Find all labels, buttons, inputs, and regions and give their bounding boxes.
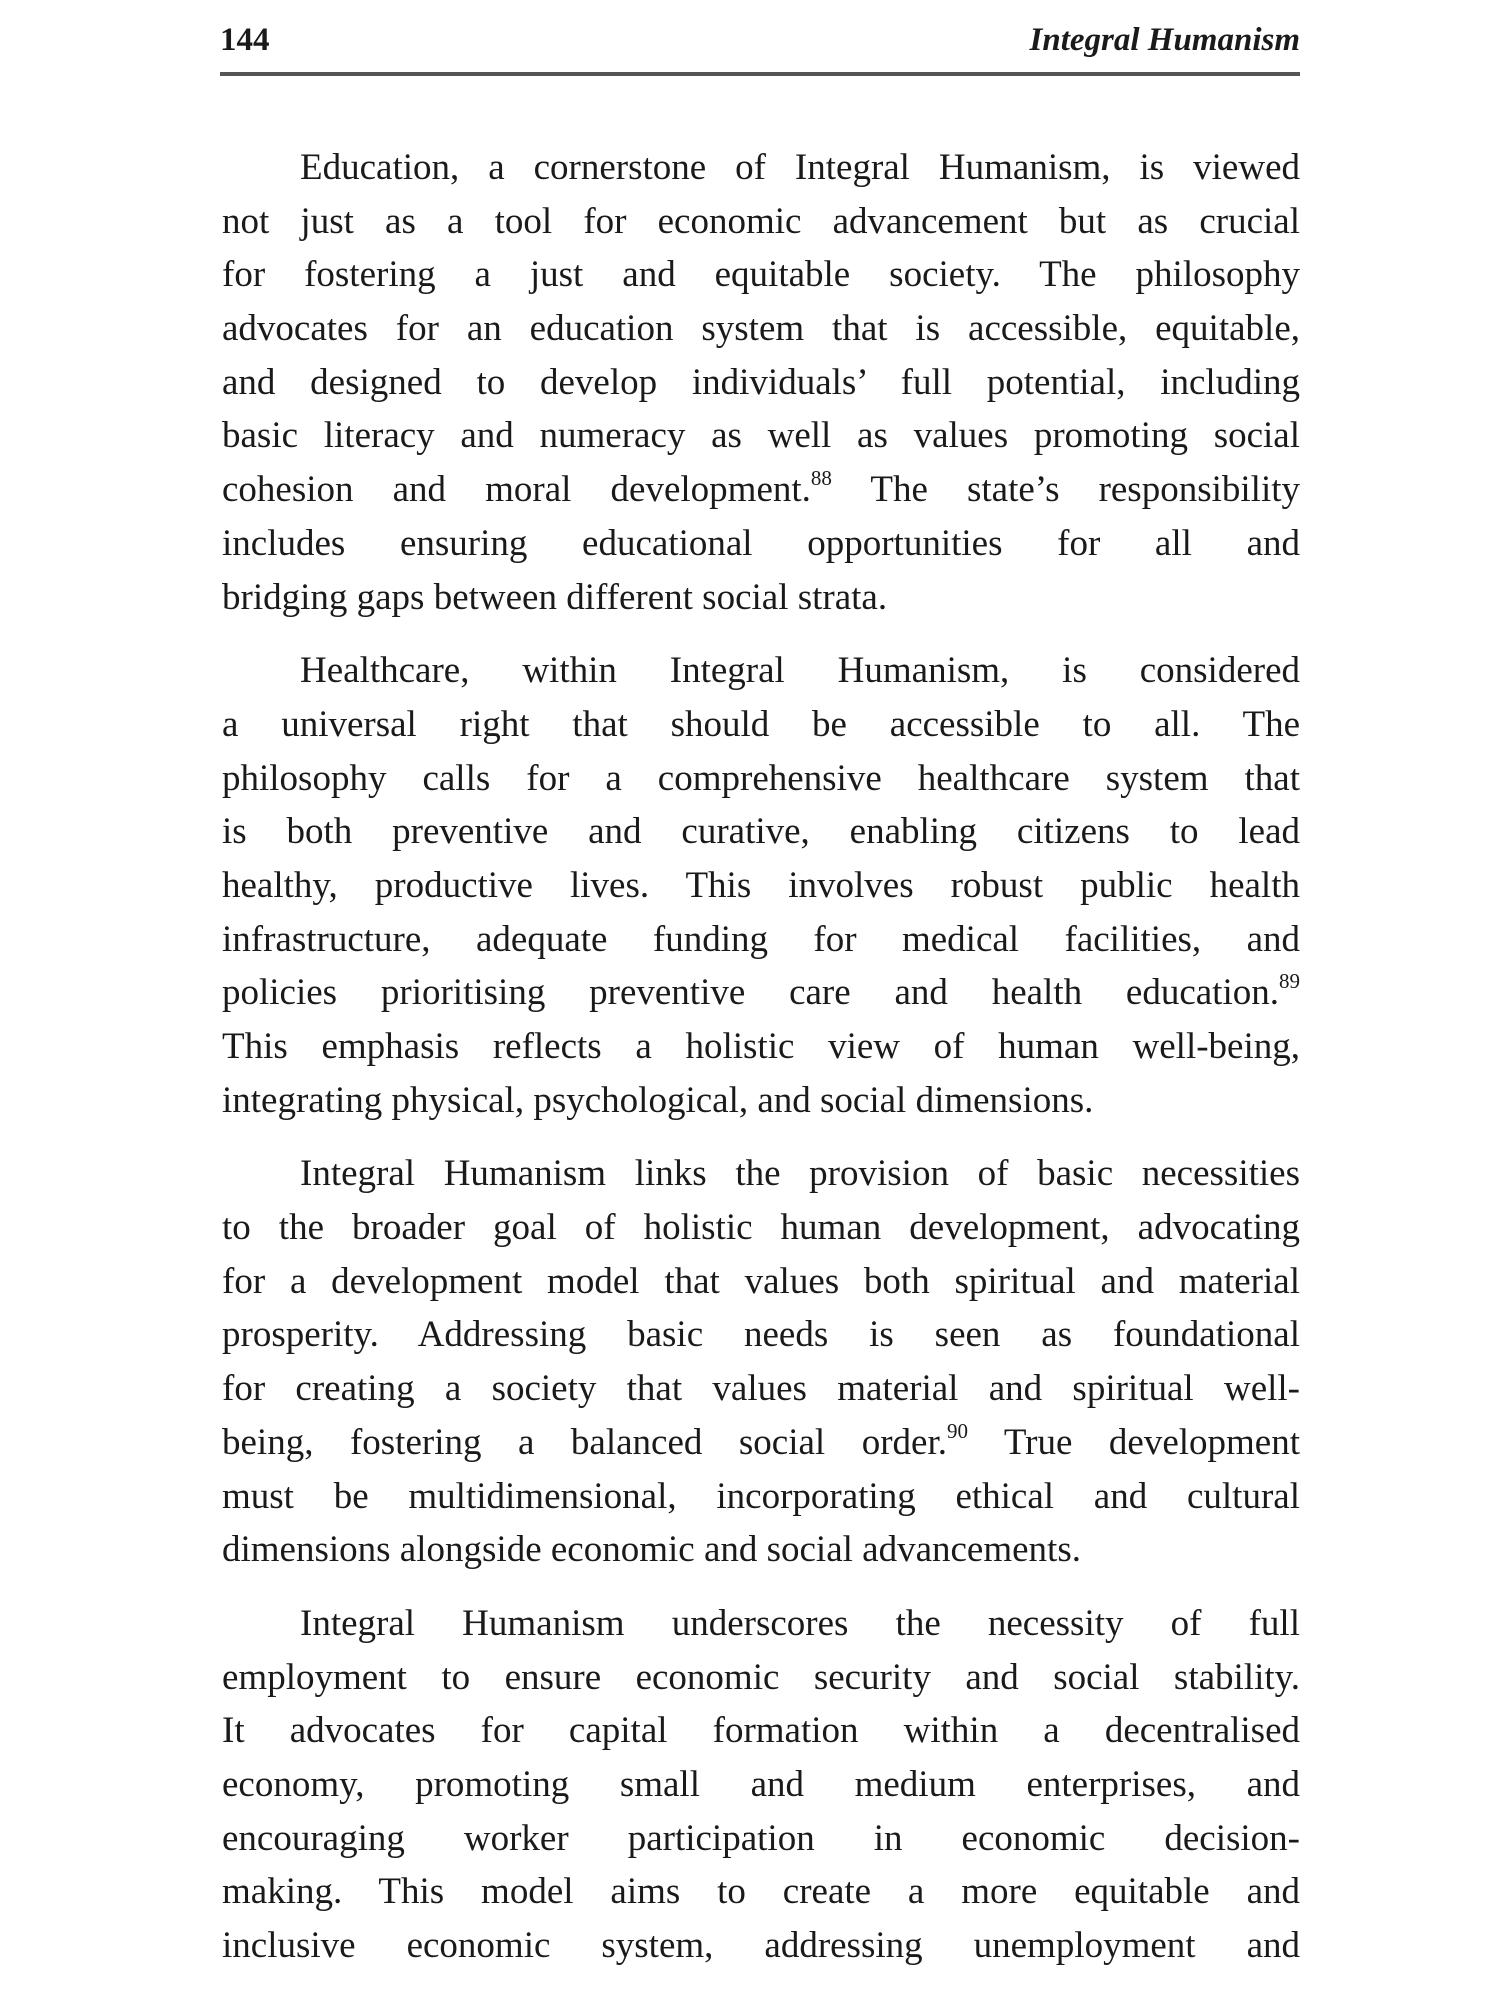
page-body (222, 141, 1300, 1993)
text-segment: is both preventive and curative, enabling citizens to lead (222, 811, 1300, 853)
text-segment: The state’s responsibility (831, 469, 1301, 511)
text-segment: economy, promoting small and medium enterprises, and (222, 1763, 1300, 1805)
text-line (222, 1865, 1300, 1919)
text-line (222, 409, 1300, 463)
text-line (222, 1704, 1300, 1758)
text-line (222, 463, 1300, 517)
text-line (222, 517, 1300, 571)
text-line (222, 1074, 1300, 1128)
text-line (222, 859, 1300, 913)
text-segment: and designed to develop individuals’ full potential, including (222, 361, 1300, 403)
page-number: 144 (220, 22, 270, 58)
text-line (222, 698, 1300, 752)
text-segment: not just as a tool for economic advancement but as crucial (222, 200, 1300, 242)
text-line (222, 248, 1300, 302)
text-segment: True development (968, 1421, 1300, 1463)
paragraph (222, 1147, 1300, 1577)
text-segment: being, fostering a balanced social order. (222, 1421, 947, 1463)
text-line (222, 356, 1300, 410)
text-line (222, 1919, 1300, 1973)
text-segment: a universal right that should be accessible to all. The (222, 703, 1300, 745)
text-segment: basic literacy and numeracy as well as values promoting social (222, 415, 1300, 457)
text-segment: Integral Humanism links the provision of basic necessities (300, 1153, 1300, 1195)
text-segment: prosperity. Addressing basic needs is seen as foundational (222, 1314, 1300, 1356)
text-line (222, 1255, 1300, 1309)
running-title: Integral Humanism (1029, 22, 1300, 58)
text-segment: policies prioritising preventive care and health education. (222, 972, 1279, 1014)
paragraph (222, 644, 1300, 1127)
text-line (222, 1812, 1300, 1866)
text-line (222, 913, 1300, 967)
text-line (222, 1651, 1300, 1705)
text-segment: for fostering a just and equitable society. The philosophy (222, 254, 1300, 296)
text-line (222, 1020, 1300, 1074)
running-header (220, 22, 1300, 66)
text-segment: healthy, productive lives. This involves robust public health (222, 864, 1300, 906)
text-segment: must be multidimensional, incorporating ethical and cultural (222, 1475, 1300, 1517)
text-line (222, 1597, 1300, 1651)
text-segment: for a development model that values both spiritual and material (222, 1260, 1300, 1302)
text-segment: integrating physical, psychological, and social dimensions. (222, 1079, 1094, 1121)
text-segment: cohesion and moral development. (222, 469, 811, 511)
text-segment: encouraging worker participation in economic decision- (222, 1817, 1300, 1859)
text-line (222, 302, 1300, 356)
text-segment: inclusive economic system, addressing unemployment and (222, 1925, 1300, 1966)
text-segment: Education, a cornerstone of Integral Humanism, is viewed (300, 147, 1300, 188)
text-line (222, 1758, 1300, 1812)
footnote-ref: 88 (810, 466, 832, 491)
text-line (222, 1201, 1300, 1255)
text-segment: includes ensuring educational opportunities for all and (222, 522, 1300, 564)
text-segment: bridging gaps between different social strata. (222, 576, 888, 618)
text-line (222, 752, 1300, 806)
text-line (222, 195, 1300, 249)
text-segment: Healthcare, within Integral Humanism, is considered (300, 650, 1300, 692)
paragraph (222, 1597, 1300, 1973)
footnote-ref: 90 (947, 1418, 968, 1443)
text-line (222, 1523, 1300, 1577)
text-line (222, 644, 1300, 698)
text-segment: employment to ensure economic security and social stability. (222, 1656, 1300, 1698)
text-line (222, 1147, 1300, 1201)
text-line (222, 1470, 1300, 1524)
text-segment: It advocates for capital formation within a decentralised (222, 1710, 1300, 1752)
text-segment: making. This model aims to create a more equitable and (222, 1871, 1300, 1913)
text-segment: to the broader goal of holistic human development, advocating (222, 1207, 1300, 1249)
header-rule (220, 72, 1300, 76)
text-segment: Integral Humanism underscores the necessity of full (300, 1602, 1300, 1644)
text-segment: philosophy calls for a comprehensive healthcare system that (222, 757, 1300, 799)
text-line (222, 141, 1300, 195)
text-segment: infrastructure, adequate funding for medical facilities, and (222, 918, 1300, 960)
text-line (222, 1416, 1300, 1470)
text-segment: This emphasis reflects a holistic view of human well-being, (222, 1026, 1300, 1067)
text-line (222, 1308, 1300, 1362)
text-segment: advocates for an education system that is accessible, equitable, (222, 308, 1300, 350)
text-line (222, 966, 1300, 1020)
paragraph (222, 141, 1300, 624)
text-line (222, 805, 1300, 859)
text-segment: dimensions alongside economic and social advancements. (222, 1529, 1081, 1571)
text-line (222, 1362, 1300, 1416)
text-segment: for creating a society that values material and spiritual well- (222, 1368, 1300, 1410)
footnote-ref: 89 (1279, 969, 1300, 994)
text-line (222, 571, 1300, 625)
